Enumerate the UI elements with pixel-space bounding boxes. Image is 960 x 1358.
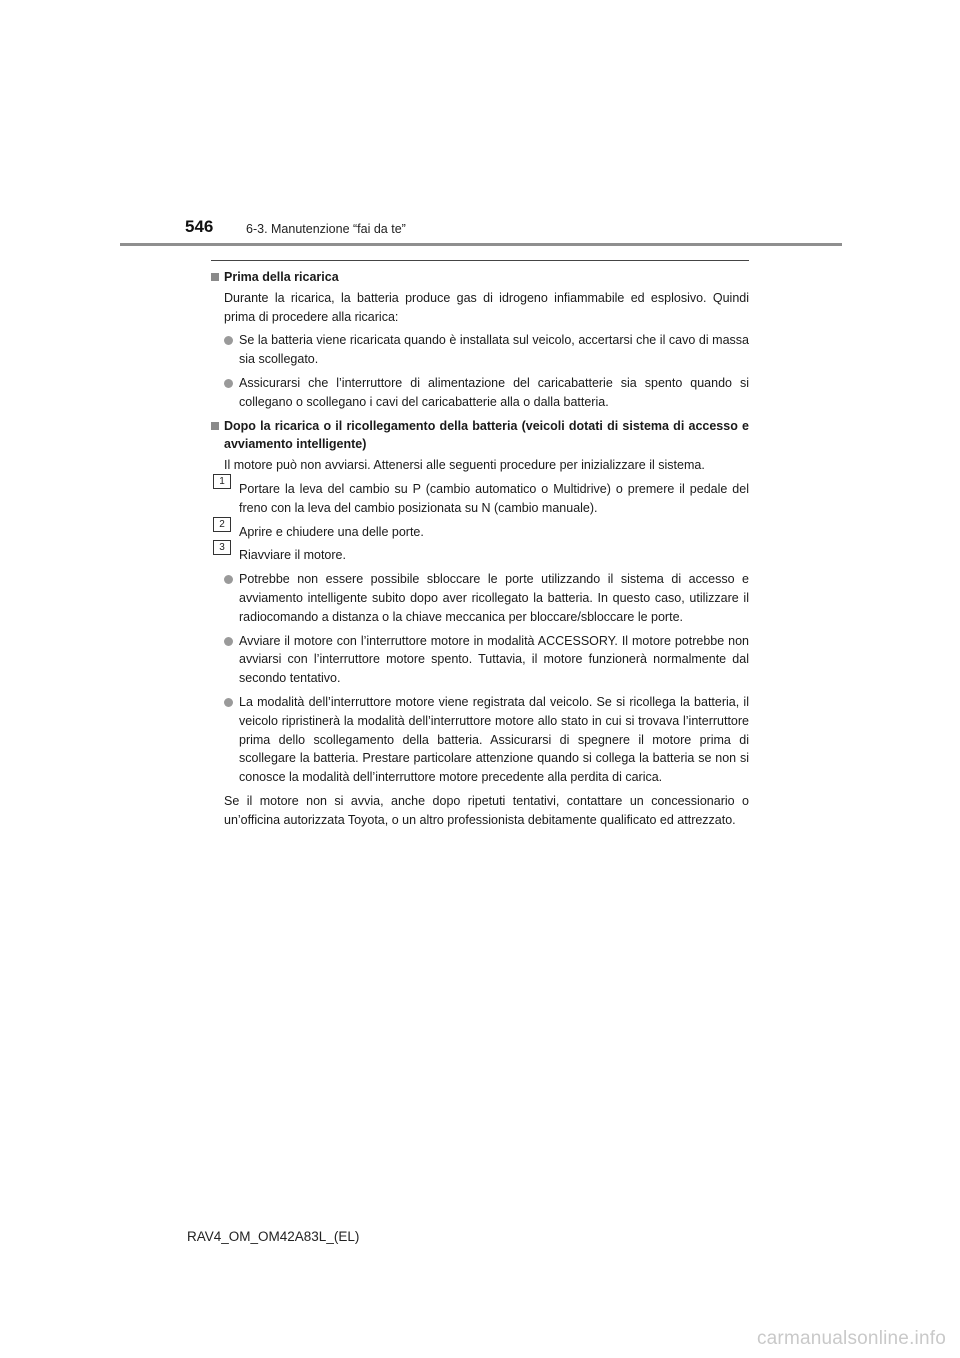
- list-item: [211, 693, 749, 787]
- step-text: Riavviare il motore.: [239, 548, 346, 563]
- content-rule: [211, 260, 749, 261]
- list-item-text: La modalità dell’interruttore motore viene registrata dal veicolo. Se si ricollega la batteria, il veicolo ripristinerà la modalità dell’interruttore motore allo stato in cui si trovava l’interruttore prima dello scollegamento della batteria. Assicurarsi di spegnere il motore prima di scollegare la batteria. Prestare particolare attenzione quando si collega la batteria se non si conosce la modalità dell’interruttore motore precedente alla perdita di carica.: [239, 694, 749, 785]
- circle-bullet-icon: [224, 575, 233, 584]
- list-item: [211, 374, 749, 412]
- closing-text: Se il motore non si avvia, anche dopo ripetuti tentativi, contattare un concessionario o un’officina autorizzata Toyota, o un altro professionista debitamente qualificato ed attrezzato.: [224, 793, 749, 827]
- section-heading-before-charging: [211, 268, 749, 287]
- step-number-box: 1: [213, 474, 231, 489]
- step-item: [211, 518, 749, 542]
- manual-code: RAV4_OM_OM42A83L_(EL): [187, 1229, 360, 1244]
- list-item: [211, 632, 749, 688]
- circle-bullet-icon: [224, 698, 233, 707]
- header-rule: [120, 243, 842, 246]
- page-number: 546: [185, 217, 214, 236]
- list-item-text: Assicurarsi che l’interruttore di alimentazione del caricabatterie sia spento quando si collegano o scollegano i cavi del caricabatterie alla o dalla batteria.: [239, 375, 749, 409]
- content: [211, 268, 749, 835]
- circle-bullet-icon: [224, 379, 233, 388]
- circle-bullet-icon: [224, 637, 233, 646]
- square-bullet-icon: [211, 422, 219, 430]
- list-item-text: Potrebbe non essere possibile sbloccare le porte utilizzando il sistema di accesso e avviamento intelligente subito dopo aver ricollegato la batteria. In questo caso, utilizzare il radiocomando a distanza o la chiave meccanica per bloccare/sbloccare le porte.: [239, 572, 749, 624]
- list-item-text: Avviare il motore con l’interruttore motore in modalità ACCESSORY. Il motore potrebbe non avviarsi con l’interruttore motore spento. Tuttavia, il motore funzionerà normalmente dal secondo tentativo.: [239, 633, 749, 686]
- step-item: [211, 475, 749, 518]
- section-heading-text: Dopo la ricarica o il ricollegamento della batteria (veicoli dotati di sistema di accesso e avviamento intelligente): [224, 418, 749, 452]
- step-number-box: 2: [213, 517, 231, 532]
- list-item: [211, 331, 749, 369]
- step-item: [211, 542, 749, 565]
- list-item: [211, 570, 749, 626]
- section-text: Il motore può non avviarsi. Attenersi alle seguenti procedure per inizializzare il sistema.: [224, 458, 705, 473]
- step-text: Aprire e chiudere una delle porte.: [239, 524, 424, 539]
- watermark: carmanualsonline.info: [756, 1328, 946, 1349]
- circle-bullet-icon: [224, 336, 233, 345]
- square-bullet-icon: [211, 273, 219, 281]
- section-heading-text: Prima della ricarica: [224, 270, 339, 284]
- step-number-box: 3: [213, 540, 231, 555]
- section-title: 6-3. Manutenzione “fai da te”: [246, 222, 406, 236]
- list-item-text: Se la batteria viene ricaricata quando è installata sul veicolo, accertarsi che il cavo di massa sia scollegato.: [239, 333, 749, 367]
- step-text: Portare la leva del cambio su P (cambio automatico o Multidrive) o premere il pedale del freno con la leva del cambio posizionata su N (cambio manuale).: [239, 481, 749, 515]
- section-text: Durante la ricarica, la batteria produce gas di idrogeno infiammabile ed esplosivo. Quindi prima di procedere alla ricarica:: [224, 290, 749, 324]
- section-heading-after-charging: [211, 417, 749, 455]
